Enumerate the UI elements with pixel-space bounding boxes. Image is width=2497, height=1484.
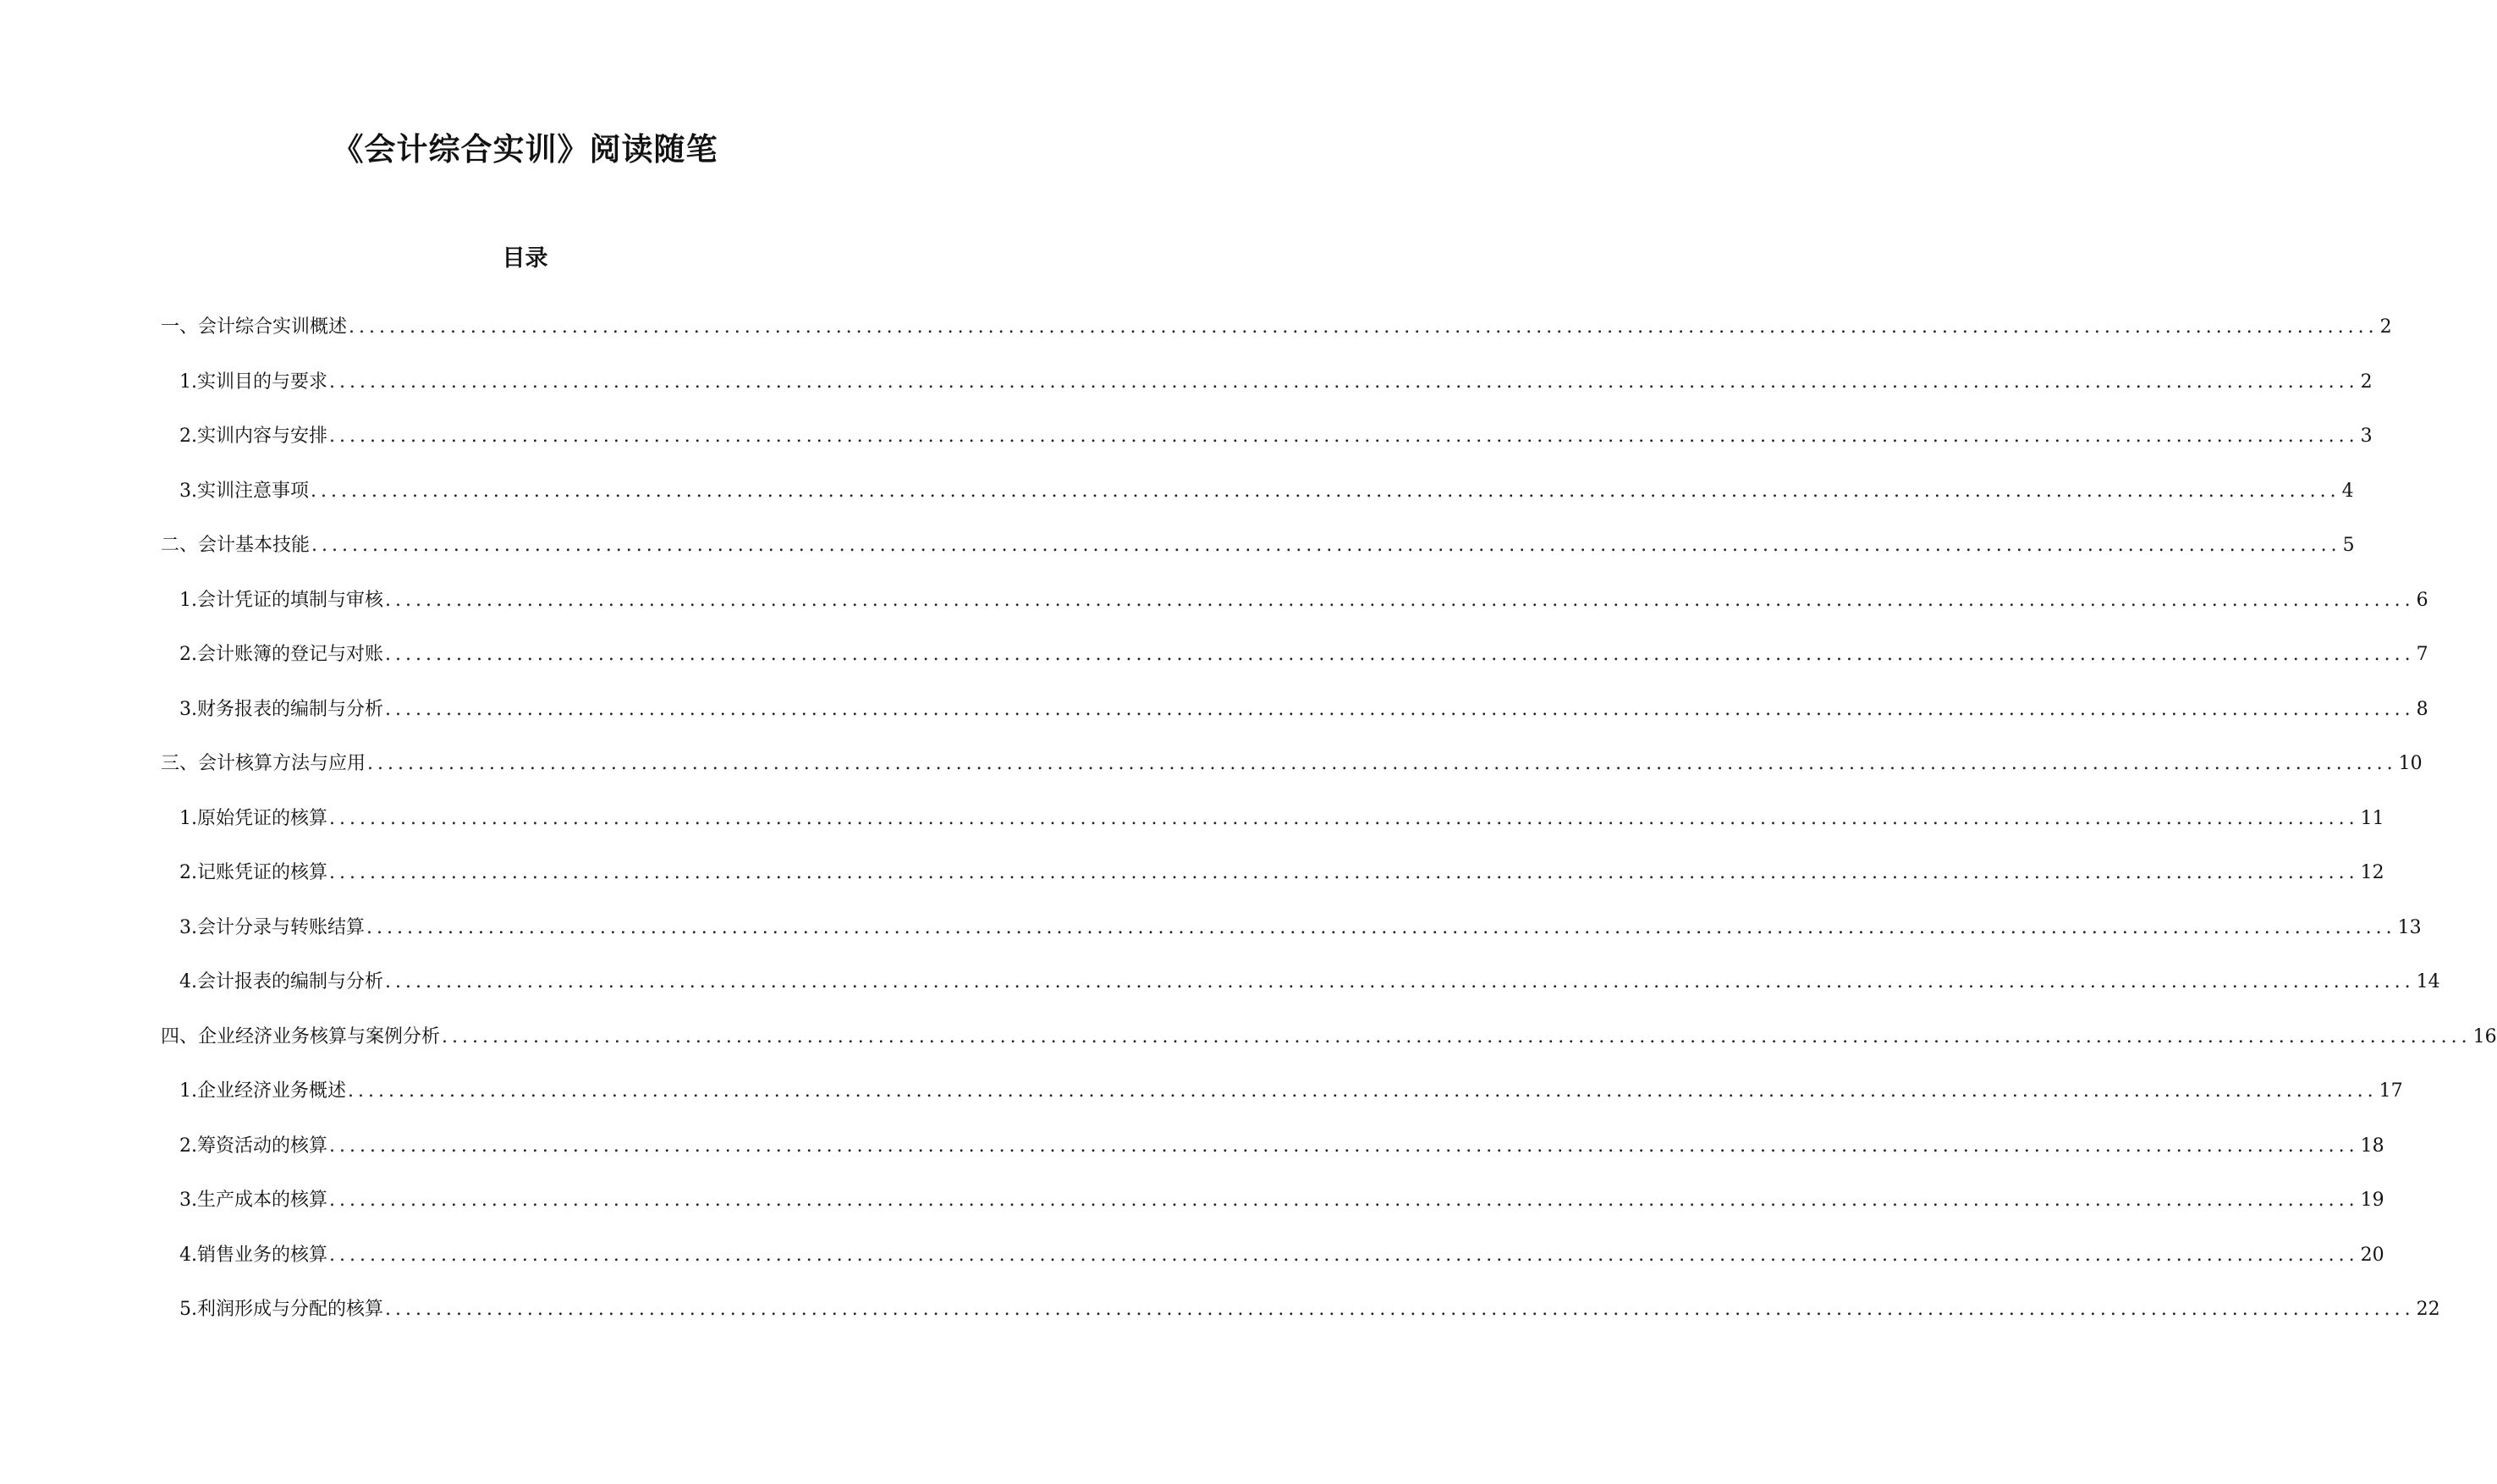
toc-entry-page-number: 12 [2360,862,2384,883]
toc-subentry[interactable] [179,370,2373,395]
toc-dot-leader: ........................................................................................................................................................................................................ [385,1299,2415,1320]
toc-entry-page-number: 7 [2416,644,2428,665]
toc-entry-page-number: 10 [2398,753,2423,774]
toc-entry-label: 筹资活动的核算 [197,1135,328,1157]
toc-entry-number: 2. [179,644,197,665]
toc-entry-label: 会计凭证的填制与审核 [197,590,384,611]
toc-subentry[interactable] [179,1243,2384,1268]
toc-entry-page-number: 22 [2416,1299,2440,1320]
toc-dot-leader: ........................................................................................................................................................................................................ [329,1190,2359,1211]
toc-entry-number: 1. [179,1080,197,1102]
toc-entry-page-number: 16 [2472,1026,2497,1047]
toc-dot-leader: ........................................................................................................................................................................................................ [329,1135,2359,1157]
toc-dot-leader: ........................................................................................................................................................................................................ [348,1080,2378,1102]
toc-dot-leader: ........................................................................................................................................................................................................ [442,1026,2472,1047]
toc-dot-leader: ........................................................................................................................................................................................................ [329,1245,2359,1266]
toc-entry-page-number: 11 [2360,808,2384,829]
toc-entry-page-number: 3 [2360,426,2373,447]
toc-entry-number: 3. [179,481,197,502]
toc-entry-number: 2. [179,426,197,447]
toc-subentry[interactable] [179,1188,2384,1213]
toc-dot-leader: ........................................................................................................................................................................................................ [329,371,2359,393]
toc-entry-page-number: 13 [2397,917,2422,938]
toc-subentry[interactable] [179,1297,2440,1322]
toc-dot-leader: ........................................................................................................................................................................................................ [367,753,2397,774]
document-title: 《会计综合实训》阅读随笔 [332,130,718,168]
toc-entry-number: 2. [179,862,197,883]
toc-dot-leader: ........................................................................................................................................................................................................ [329,862,2359,883]
toc-section[interactable] [161,751,2423,777]
toc-subentry[interactable] [179,970,2440,995]
toc-dot-leader: ........................................................................................................................................................................................................ [385,590,2415,611]
toc-entry-number: 1. [179,371,197,393]
toc-dot-leader: ........................................................................................................................................................................................................ [385,971,2415,992]
toc-subentry[interactable] [179,1134,2384,1159]
toc-section[interactable] [161,533,2355,558]
toc-section[interactable] [161,1025,2497,1050]
toc-entry-page-number: 5 [2342,535,2355,556]
toc-entry-label: 四、企业经济业务核算与案例分析 [161,1026,441,1047]
toc-entry-page-number: 6 [2416,590,2428,611]
toc-entry-page-number: 8 [2416,699,2428,720]
toc-entry-number: 1. [179,590,197,611]
toc-entry-label: 二、会计基本技能 [161,535,311,556]
toc-entry-label: 原始凭证的核算 [197,808,328,829]
toc-subentry[interactable] [179,697,2428,723]
toc-entry-label: 会计账簿的登记与对账 [197,644,384,665]
toc-subentry[interactable] [179,588,2428,613]
toc-entry-number: 5. [179,1299,197,1320]
toc-section[interactable] [161,315,2392,340]
toc-entry-page-number: 18 [2360,1135,2384,1157]
toc-dot-leader: ........................................................................................................................................................................................................ [311,481,2340,502]
toc-entry-number: 2. [179,1135,197,1157]
toc-subentry[interactable] [179,1079,2403,1104]
toc-entry-label: 会计报表的编制与分析 [197,971,384,992]
toc-dot-leader: ........................................................................................................................................................................................................ [366,917,2396,938]
toc-entry-label: 三、会计核算方法与应用 [161,753,366,774]
toc-dot-leader: ........................................................................................................................................................................................................ [329,426,2359,447]
toc-entry-label: 记账凭证的核算 [197,862,328,883]
toc-dot-leader: ........................................................................................................................................................................................................ [329,808,2359,829]
toc-dot-leader: ........................................................................................................................................................................................................ [385,644,2415,665]
toc-dot-leader: ........................................................................................................................................................................................................ [349,316,2379,338]
toc-entry-number: 3. [179,699,197,720]
toc-entry-label: 一、会计综合实训概述 [161,316,348,338]
toc-entry-label: 销售业务的核算 [197,1245,328,1266]
toc-entry-label: 生产成本的核算 [197,1190,328,1211]
toc-entry-label: 实训内容与安排 [197,426,328,447]
toc-subentry[interactable] [179,642,2428,668]
toc-entry-page-number: 17 [2379,1080,2403,1102]
toc-entry-page-number: 19 [2360,1190,2384,1211]
toc-subentry[interactable] [179,806,2384,832]
toc-entry-label: 实训注意事项 [197,481,310,502]
toc-entry-number: 4. [179,971,197,992]
toc-entry-label: 企业经济业务概述 [197,1080,347,1102]
toc-dot-leader: ........................................................................................................................................................................................................ [385,699,2415,720]
toc-heading: 目录 [502,245,548,272]
toc-subentry[interactable] [179,915,2422,941]
toc-dot-leader: ........................................................................................................................................................................................................ [311,535,2341,556]
toc-entry-label: 会计分录与转账结算 [197,917,366,938]
toc-subentry[interactable] [179,424,2373,449]
toc-entry-number: 1. [179,808,197,829]
toc-entry-number: 3. [179,917,197,938]
toc-subentry[interactable] [179,479,2354,504]
toc-entry-label: 财务报表的编制与分析 [197,699,384,720]
toc-entry-page-number: 20 [2360,1245,2384,1266]
toc-entry-number: 4. [179,1245,197,1266]
toc-entry-label: 利润形成与分配的核算 [197,1299,384,1320]
toc-entry-page-number: 2 [2379,316,2392,338]
toc-entry-page-number: 2 [2360,371,2373,393]
toc-entry-label: 实训目的与要求 [197,371,328,393]
toc-entry-number: 3. [179,1190,197,1211]
toc-subentry[interactable] [179,860,2384,886]
toc-entry-page-number: 14 [2416,971,2440,992]
toc-entry-page-number: 4 [2341,481,2354,502]
